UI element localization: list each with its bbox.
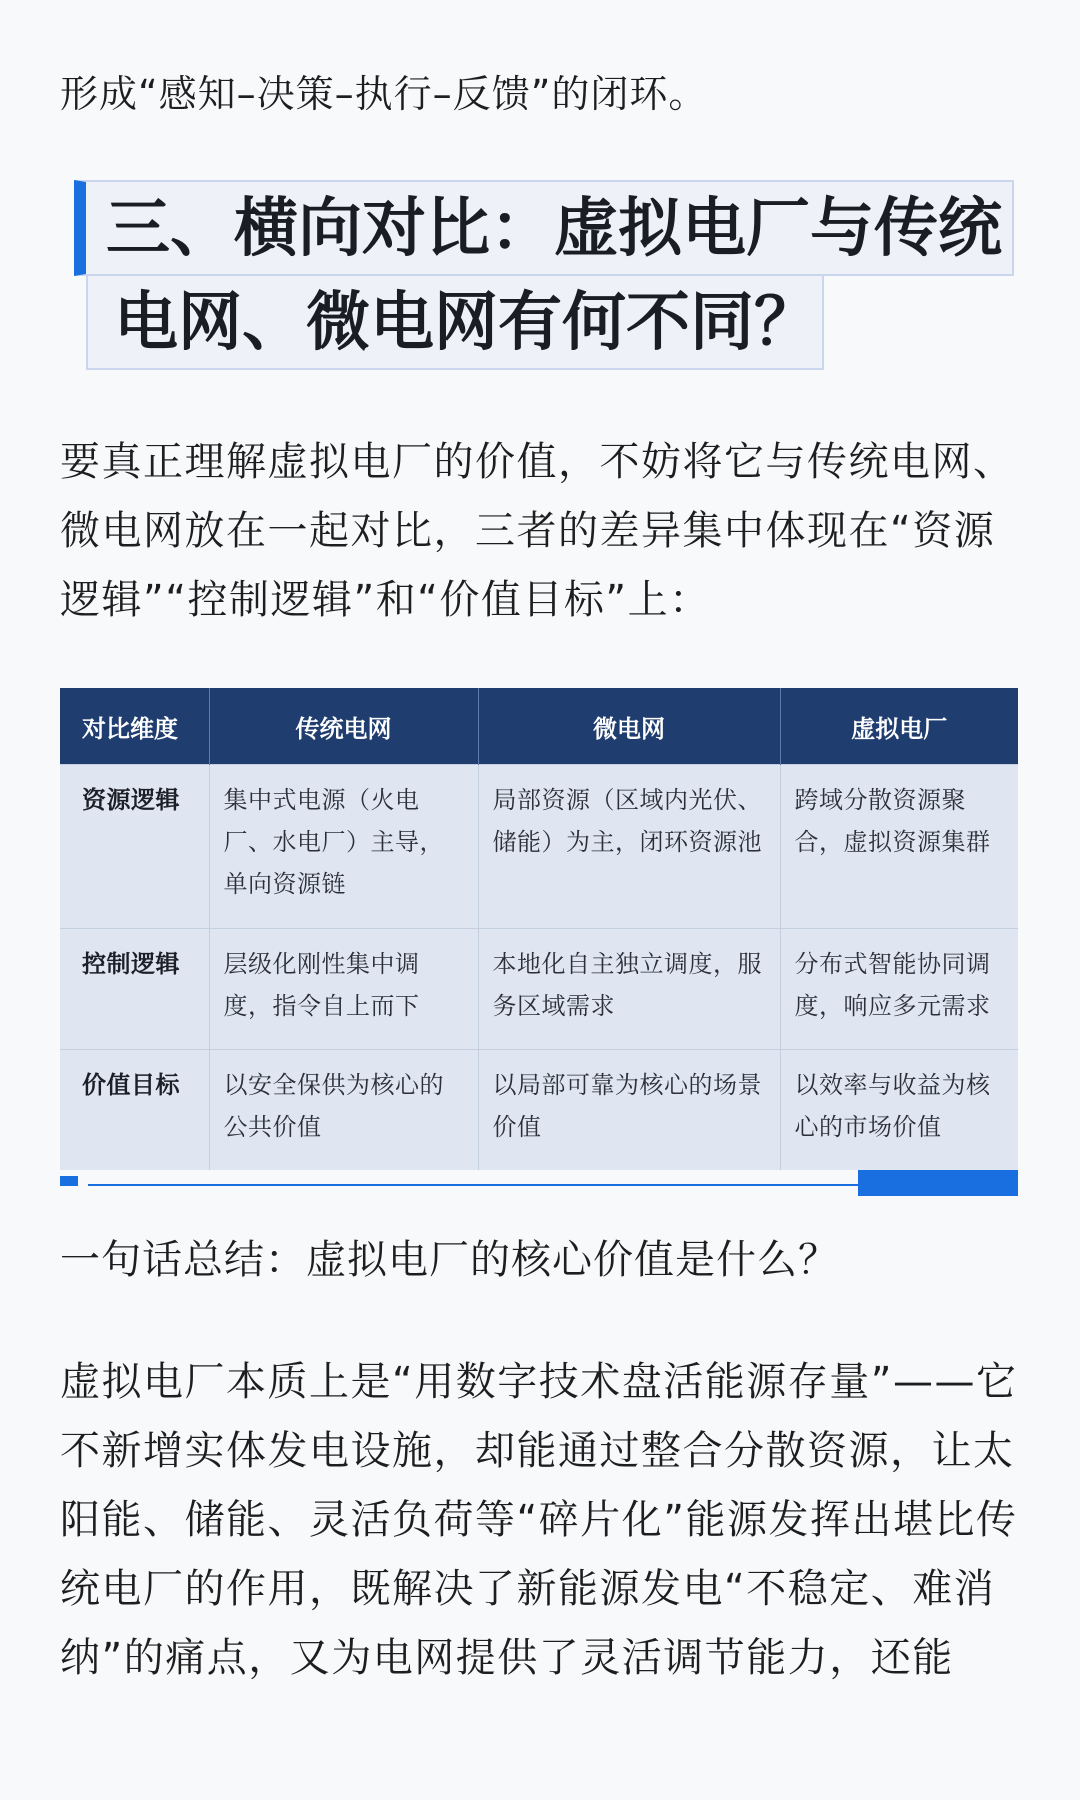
paragraph-1: 要真正理解虚拟电厂的价值，不妨将它与传统电网、微电网放在一起对比，三者的差异集中体现在“资源逻辑”“控制逻辑”和“价值目标”上： — [60, 439, 1015, 623]
table-decorative-bar — [60, 1170, 1018, 1196]
table-header-cell: 对比维度 — [60, 688, 209, 765]
table-cell: 跨域分散资源聚合，虚拟资源集群 — [780, 765, 1018, 929]
table-cell: 本地化自主独立调度，服务区域需求 — [478, 929, 780, 1050]
summary-heading: 一句话总结：虚拟电厂的核心价值是什么？ — [60, 1237, 839, 1283]
paragraph-2: 虚拟电厂本质上是“用数字技术盘活能源存量”——它不新增实体发电设施，却能通过整合分散资源，让太阳能、储能、灵活负荷等“碎片化”能源发挥出堪比传统电厂的作用，既解决了新能源发电“不稳定、难消纳”的痛点，又为电网提供了灵活调节能力，还能 — [60, 1359, 1018, 1681]
table-cell: 以效率与收益为核心的市场价值 — [780, 1050, 1018, 1171]
section-heading — [74, 180, 1014, 370]
section-heading-line-1: 三、横向对比：虚拟电厂与传统 — [74, 180, 1014, 276]
table-cell: 局部资源（区域内光伏、储能）为主，闭环资源池 — [478, 765, 780, 929]
comparison-table — [60, 688, 1018, 1196]
table-row — [60, 1050, 1018, 1171]
decorative-square — [60, 1176, 78, 1186]
table-row-dimension: 控制逻辑 — [60, 929, 209, 1050]
decorative-block — [858, 1170, 1018, 1196]
decorative-line — [88, 1184, 908, 1186]
table-cell: 以局部可靠为核心的场景价值 — [478, 1050, 780, 1171]
table-header-cell: 微电网 — [478, 688, 780, 765]
table-row — [60, 929, 1018, 1050]
table-row — [60, 765, 1018, 929]
table-header-row — [60, 688, 1018, 765]
intro-text: 形成“感知–决策–执行–反馈”的闭环。 — [60, 72, 708, 116]
table-cell: 分布式智能协同调度，响应多元需求 — [780, 929, 1018, 1050]
table-cell: 层级化刚性集中调度，指令自上而下 — [209, 929, 478, 1050]
table-cell: 集中式电源（火电厂、水电厂）主导，单向资源链 — [209, 765, 478, 929]
section-heading-line-2: 电网、微电网有何不同？ — [86, 274, 824, 370]
comparison-table-grid — [60, 688, 1018, 1170]
table-header-cell: 虚拟电厂 — [780, 688, 1018, 765]
table-row-dimension: 资源逻辑 — [60, 765, 209, 929]
table-cell: 以安全保供为核心的公共价值 — [209, 1050, 478, 1171]
table-row-dimension: 价值目标 — [60, 1050, 209, 1171]
table-header-cell: 传统电网 — [209, 688, 478, 765]
